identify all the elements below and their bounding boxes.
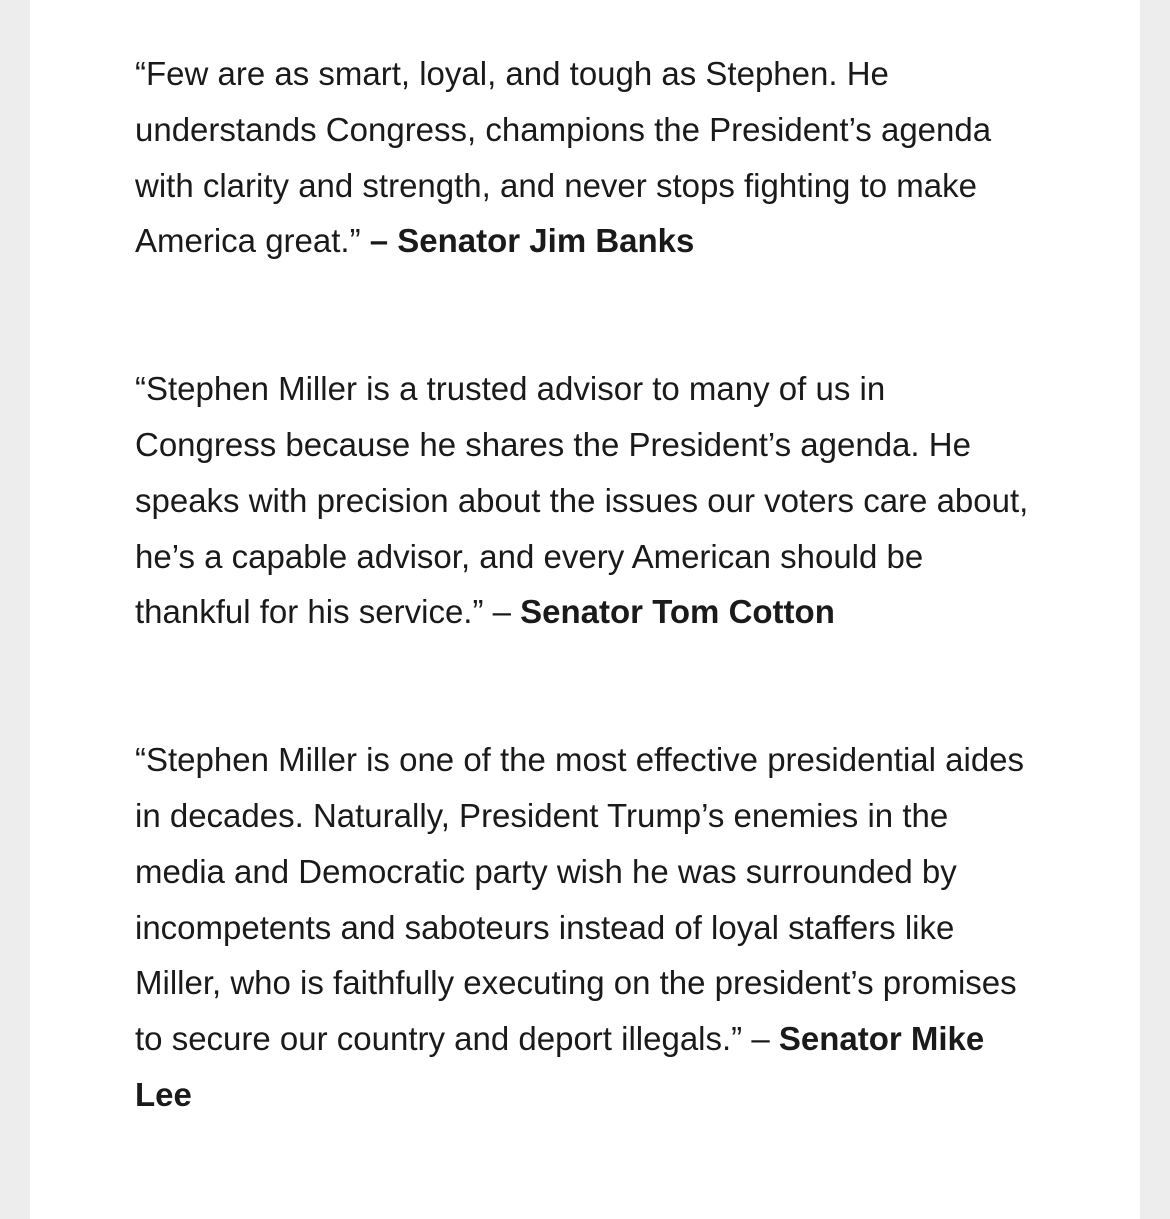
quote-text: “Few are as smart, loyal, and tough as Stephen. He understands Congress, champions the President’s agenda with clarity and strength, and never stops fighting to make America great.” bbox=[135, 55, 992, 260]
quote-lee bbox=[135, 732, 1035, 1123]
document-page bbox=[30, 0, 1140, 1219]
quote-attribution: – Senator Jim Banks bbox=[369, 222, 695, 260]
quote-text: “Stephen Miller is a trusted advisor to many of us in Congress because he shares the President’s agenda. He speaks with precision about the issues our voters care about, he’s a capable advisor, and every American should be thankful for his service.” – bbox=[135, 370, 1029, 631]
quotes-container bbox=[135, 46, 1035, 1123]
quote-text: “Stephen Miller is one of the most effective presidential aides in decades. Naturally, President Trump’s enemies in the media and Democratic party wish he was surrounded by incompetents and saboteurs instead of loyal staffers like Miller, who is faithfully executing on the president’s promises to secure our country and deport illegals.” – bbox=[135, 741, 1025, 1058]
quote-cotton bbox=[135, 361, 1035, 640]
quote-banks bbox=[135, 46, 1035, 269]
quote-attribution: Senator Tom Cotton bbox=[520, 593, 835, 631]
quote-attribution: Senator Mike Lee bbox=[135, 1020, 985, 1113]
